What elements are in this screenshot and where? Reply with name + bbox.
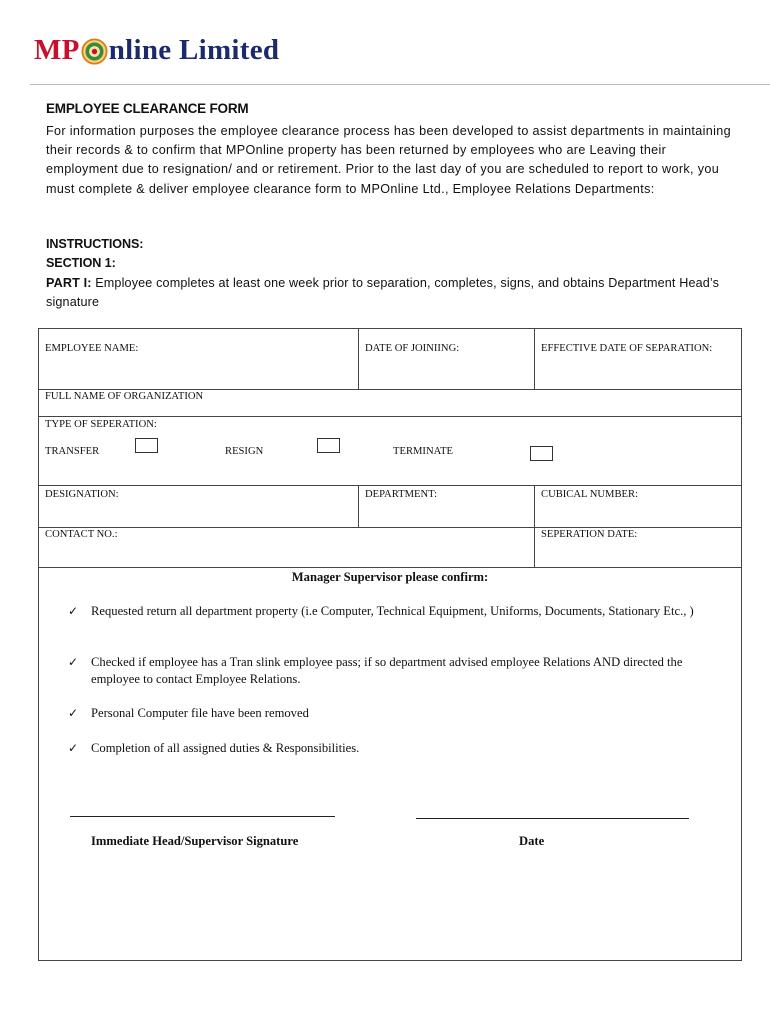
terminate-checkbox[interactable] [530, 446, 553, 461]
row-divider [39, 416, 741, 417]
confirmation-item [68, 654, 718, 688]
column-divider [358, 329, 359, 389]
checkmark-icon: ✓ [68, 741, 79, 755]
part-text: Employee completes at least one week prior to separation, completes, signs, and obtains Department Head’s signature [46, 276, 720, 310]
supervisor-signature-line[interactable] [70, 816, 335, 817]
confirmation-item-text: Requested return all department property (i.e Computer, Technical Equipment, Uniforms, Documents, Stationary Etc., ) [91, 604, 694, 618]
transfer-label: TRANSFER [45, 446, 100, 457]
clearance-form-table [38, 328, 742, 961]
date-of-joining-field[interactable]: DATE OF JOINIING: [365, 343, 460, 354]
mponline-emblem-icon [81, 38, 108, 65]
separation-type-label: TYPE OF SEPERATION: [45, 419, 157, 430]
confirmation-item-text: Personal Computer file have been removed [91, 706, 309, 720]
department-field[interactable]: DEPARTMENT: [365, 489, 438, 500]
header-divider [30, 84, 770, 85]
confirmation-item [68, 740, 718, 757]
separation-date-field[interactable]: SEPERATION DATE: [541, 529, 638, 540]
confirmation-title: Manager Supervisor please confirm: [291, 570, 489, 584]
confirmation-item [68, 603, 718, 620]
row-divider [39, 527, 741, 528]
confirmation-item-text: Checked if employee has a Tran slink employee pass; if so department advised employee Relations AND directed the employee to contact Employee Relations. [91, 655, 683, 686]
section-heading: SECTION 1: [46, 256, 116, 270]
form-title: EMPLOYEE CLEARANCE FORM [46, 101, 249, 116]
row-divider [39, 389, 741, 390]
column-divider [534, 329, 535, 389]
transfer-checkbox[interactable] [135, 438, 158, 453]
resign-checkbox[interactable] [317, 438, 340, 453]
row-divider [39, 567, 741, 568]
terminate-label: TERMINATE [393, 446, 454, 457]
resign-label: RESIGN [225, 446, 264, 457]
cubical-number-field[interactable]: CUBICAL NUMBER: [541, 489, 639, 500]
column-divider [534, 527, 535, 567]
date-label: Date [519, 834, 545, 848]
designation-field[interactable]: DESIGNATION: [45, 489, 119, 500]
checkmark-icon: ✓ [68, 655, 79, 669]
checkmark-icon: ✓ [68, 706, 79, 720]
confirmation-item-text: Completion of all assigned duties & Responsibilities. [91, 741, 360, 755]
part-one-instruction [46, 274, 736, 312]
supervisor-signature-label: Immediate Head/Supervisor Signature [91, 834, 299, 848]
instructions-heading: INSTRUCTIONS: [46, 237, 144, 251]
checkmark-icon: ✓ [68, 604, 79, 618]
confirmation-item [68, 705, 718, 722]
column-divider [534, 485, 535, 527]
row-divider [39, 485, 741, 486]
part-label: PART I: [46, 276, 92, 290]
logo-mp-text: MP [34, 33, 80, 66]
column-divider [358, 485, 359, 527]
date-signature-line[interactable] [416, 818, 689, 819]
contact-number-field[interactable]: CONTACT NO.: [45, 529, 118, 540]
organization-name-field[interactable]: FULL NAME OF ORGANIZATION [45, 391, 204, 402]
logo-rest-text: nline Limited [108, 33, 280, 66]
intro-paragraph: For information purposes the employee clearance process has been developed to assist departments in maintaining their records & to confirm that MPOnline property has been returned by employees who are Leaving their employment due to resignation/ and or retirement. Prior to the last day of you are scheduled to report to work, you must complete & deliver employee clearance form to MPOnline Ltd., Employee Relations Departments: [46, 124, 731, 196]
effective-separation-date-field[interactable]: EFFECTIVE DATE OF SEPARATION: [541, 343, 713, 354]
employee-name-field[interactable]: EMPLOYEE NAME: [45, 343, 139, 354]
mponline-logo [34, 30, 279, 70]
